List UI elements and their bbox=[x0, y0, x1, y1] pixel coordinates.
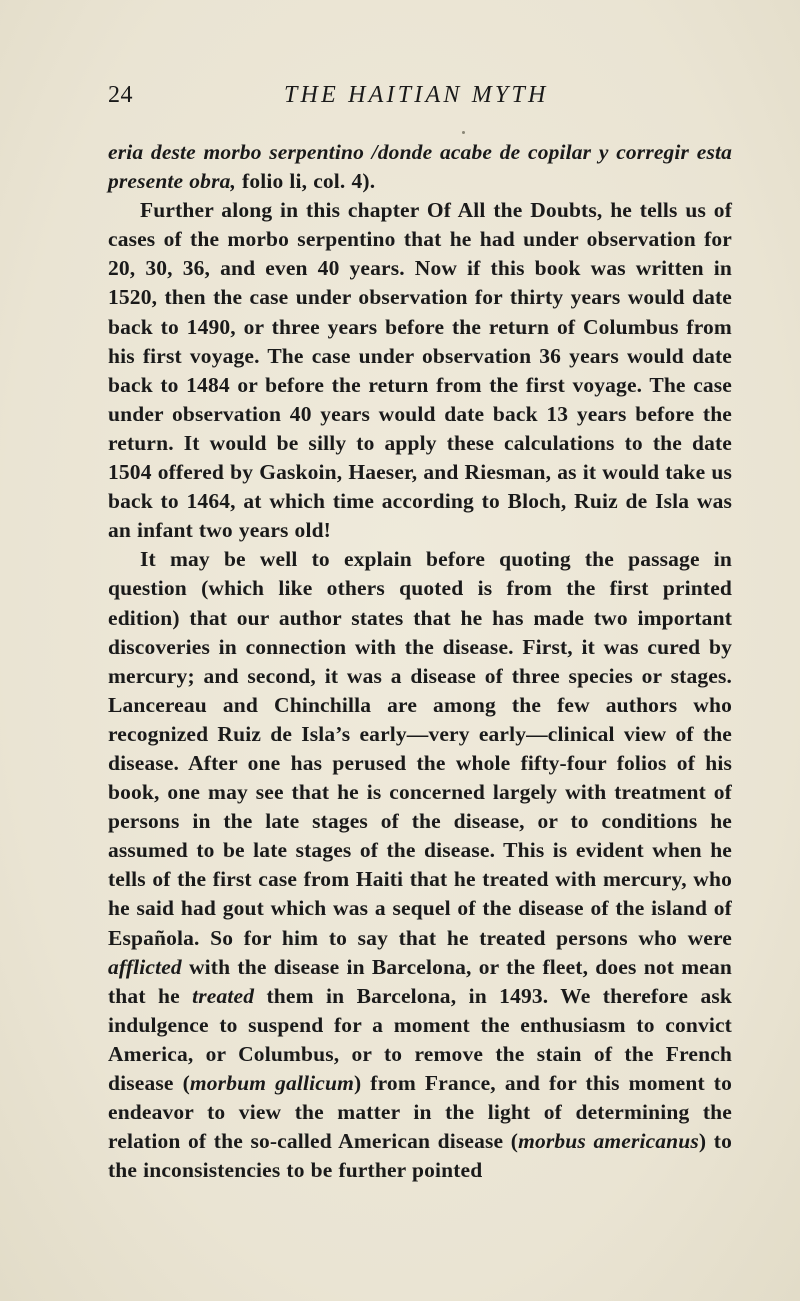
paragraph bbox=[108, 545, 732, 1185]
page-header bbox=[0, 82, 800, 122]
text-run: morbum gallicum bbox=[189, 1071, 354, 1095]
paragraph-continued bbox=[108, 138, 732, 196]
body-text bbox=[108, 138, 732, 1185]
text-run: treated bbox=[192, 983, 255, 1008]
text-run: folio li, col. 4). bbox=[236, 169, 376, 194]
text-run: Further along in this chapter Of All the Doubts, he tells us of cases of the morbo serpentino that he had under observation for 20, 30, 36, and even 40 years. Now if this book was written in 1520, then the case under observation for thirty years would date back to 1490, or three years before the return of Columbus from his first voyage. The case under observation 36 years would date back to 1484 or before the return from the first voyage. The case under observation 40 years would date back 13 years before the return. It would be silly to apply these calculations to the date 1504 offered by Gaskoin, Haeser, and Riesman, as it would take us back to 1464, at which time according to Bloch, Ruiz de Isla was an infant two years old! bbox=[108, 198, 732, 543]
text-run: morbus americanus bbox=[518, 1129, 699, 1154]
ink-speck bbox=[462, 131, 465, 134]
text-run: with the disease in Barcelona, or the fleet, does not mean that he bbox=[108, 954, 732, 1008]
running-head: THE HAITIAN MYTH bbox=[284, 82, 549, 108]
paragraph bbox=[108, 196, 732, 545]
text-run: them in Barcelona, in 1493. We therefore ask indulgence to suspend for a moment the enthusiasm to convict America, or Columbus, or to remove the stain of the French disease ( bbox=[108, 983, 732, 1095]
text-run: ) from France, and for this moment to endeavor to view the matter in the light of determining the relation of the so-called American disease ( bbox=[108, 1071, 733, 1154]
text-run: eria deste morbo serpentino /donde acabe de copilar y corregir esta presente obra, bbox=[108, 140, 732, 194]
text-run: ) to the inconsistencies to be further pointed bbox=[108, 1129, 732, 1183]
page-number: 24 bbox=[108, 82, 133, 108]
text-run: It may be well to explain before quoting the passage in question (which like others quoted is from the first printed edition) that our author states that he has made two important discoveries in connection with the disease. First, it was cured by mercury; and second, it was a disease of three species or stages. Lancereau and Chinchilla are among the few authors who recognized Ruiz de Isla’s early—very early—clinical view of the disease. After one has perused the whole fifty-four folios of his book, one may see that he is concerned largely with treatment of persons in the late stages of the disease, or to conditions he assumed to be late stages of the disease. This is evident when he tells of the first case from Haiti that he treated with mercury, who he said had gout which was a sequel of the disease of the island of Española. So for him to say that he treated persons who were bbox=[108, 547, 732, 950]
text-run: afflicted bbox=[108, 954, 182, 979]
